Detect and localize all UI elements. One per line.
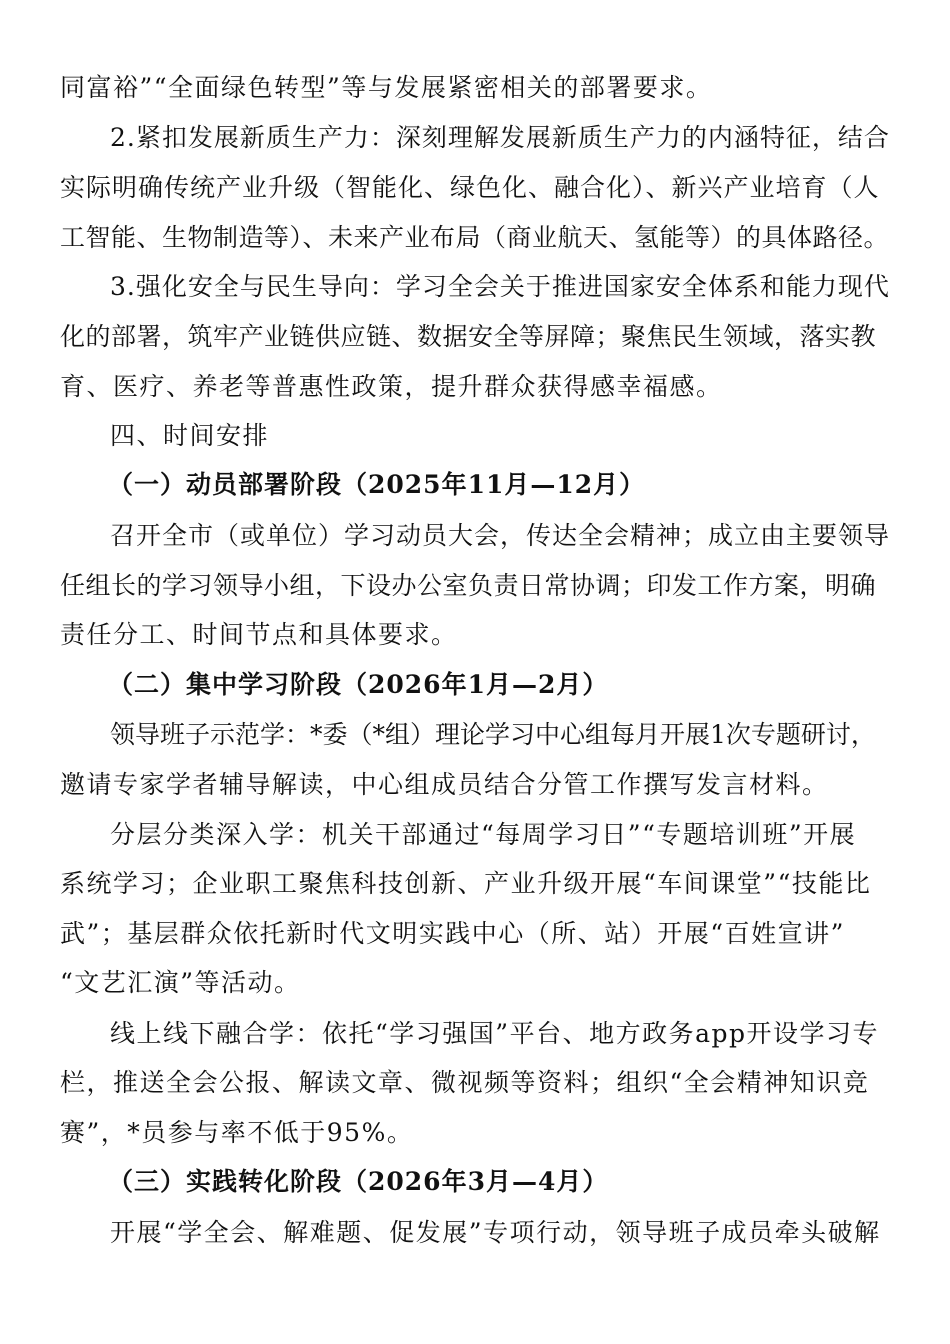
paragraph-line: “文艺汇演”等活动。 — [60, 968, 301, 997]
subsection-heading: （三）实践转化阶段（2026年3月—4月） — [108, 1167, 609, 1196]
paragraph-line: 武”；基层群众依托新时代文明实践中心（所、站）开展“百姓宣讲” — [60, 919, 845, 948]
paragraph-line: 栏，推送全会公报、解读文章、微视频等资料；组织“全会精神知识竞 — [60, 1068, 870, 1097]
paragraph-line: 育、医疗、养老等普惠性政策，提升群众获得感幸福感。 — [60, 372, 723, 401]
paragraph-line: 3.强化安全与民生导向：学习全会关于推进国家安全体系和能力现代 — [110, 272, 890, 301]
paragraph-line: 实际明确传统产业升级（智能化、绿色化、融合化）、新兴产业培育（人 — [60, 173, 880, 202]
paragraph-line: 分层分类深入学：机关干部通过“每周学习日”“专题培训班”开展 — [110, 820, 857, 849]
paragraph-line: 召开全市（或单位）学习动员大会，传达全会精神；成立由主要领导 — [110, 521, 891, 550]
paragraph-line: 邀请专家学者辅导解读，中心组成员结合分管工作撰写发言材料。 — [60, 770, 829, 799]
section-heading: 四、时间安排 — [110, 421, 270, 450]
paragraph-line: 同富裕”“全面绿色转型”等与发展紧密相关的部署要求。 — [60, 73, 713, 102]
paragraph-line: 线上线下融合学：依托“学习强国”平台、地方政务app开设学习专 — [110, 1019, 879, 1048]
subsection-heading: （一）动员部署阶段（2025年11月—12月） — [108, 470, 646, 499]
paragraph-line: 赛”，*员参与率不低于95%。 — [60, 1118, 414, 1147]
subsection-heading: （二）集中学习阶段（2026年1月—2月） — [108, 670, 609, 699]
paragraph-line: 责任分工、时间节点和具体要求。 — [60, 620, 458, 649]
paragraph-line: 工智能、生物制造等）、未来产业布局（商业航天、氢能等）的具体路径。 — [60, 223, 890, 252]
paragraph-line: 化的部署，筑牢产业链供应链、数据安全等屏障；聚焦民生领域，落实教 — [60, 322, 877, 351]
paragraph-line: 开展“学全会、解难题、促发展”专项行动，领导班子成员牵头破解 — [110, 1218, 881, 1247]
paragraph-line: 系统学习；企业职工聚焦科技创新、产业升级开展“车间课堂”“技能比 — [60, 869, 872, 898]
paragraph-line: 2.紧扣发展新质生产力：深刻理解发展新质生产力的内涵特征，结合 — [110, 123, 890, 152]
paragraph-line: 任组长的学习领导小组，下设办公室负责日常协调；印发工作方案，明确 — [60, 571, 877, 600]
paragraph-line: 领导班子示范学：*委（*组）理论学习中心组每月开展1次专题研讨， — [110, 720, 876, 749]
